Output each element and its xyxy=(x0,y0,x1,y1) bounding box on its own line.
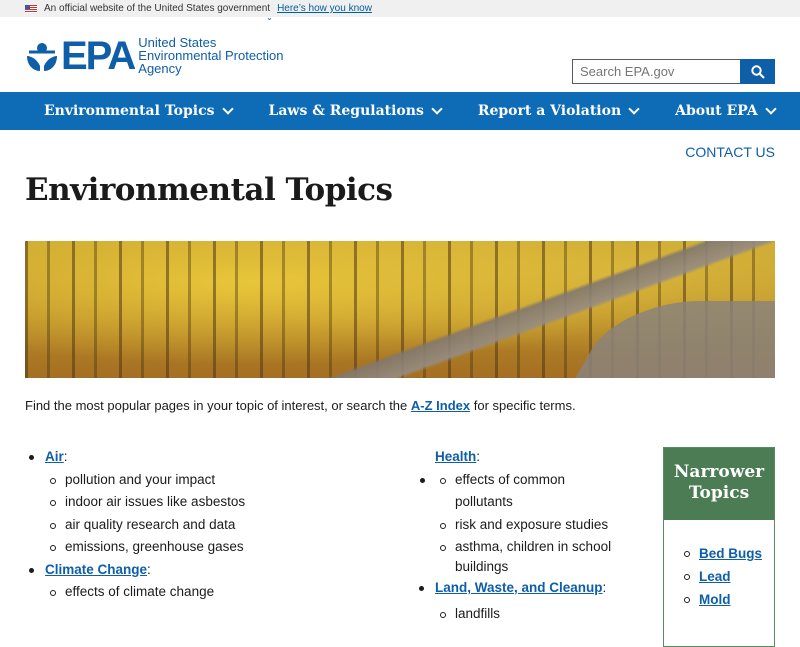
nav-report-violation[interactable] xyxy=(478,103,638,119)
how-you-know-link[interactable]: Here’s how you know xyxy=(277,3,372,14)
list-item: indoor air issues like asbestos xyxy=(45,491,385,514)
nav-label: About EPA xyxy=(675,103,758,119)
agency-line-1: United States xyxy=(138,35,217,50)
epa-wordmark: EPA xyxy=(61,33,135,78)
chevron-down-icon xyxy=(222,103,233,114)
epa-logo[interactable] xyxy=(25,33,284,78)
link-mold[interactable]: Mold xyxy=(699,592,731,607)
list-item: risk and exposure studies xyxy=(435,514,625,537)
list-item: landfills xyxy=(435,603,625,626)
contact-us-link[interactable]: CONTACT US xyxy=(685,144,775,160)
nav-laws-regulations[interactable] xyxy=(269,103,441,119)
topic-link-air[interactable]: Air xyxy=(45,449,64,464)
nav-environmental-topics[interactable] xyxy=(44,103,232,119)
list-item: emissions, greenhouse gases xyxy=(45,536,385,559)
main-nav xyxy=(0,92,800,130)
topic-climate-change: Climate Change: effects of climate change xyxy=(25,559,385,604)
search-button[interactable] xyxy=(740,59,775,84)
chevron-down-icon[interactable]: ⌄ xyxy=(266,13,273,22)
us-flag-icon xyxy=(25,5,37,13)
nav-label: Laws & Regulations xyxy=(268,103,424,119)
list-item: air quality research and data xyxy=(45,514,385,537)
chevron-down-icon xyxy=(628,103,639,114)
intro-text xyxy=(25,398,576,413)
hero-image-autumn-forest-road xyxy=(25,241,775,378)
link-bed-bugs[interactable]: Bed Bugs xyxy=(699,546,763,561)
chevron-down-icon xyxy=(431,103,442,114)
narrower-topics-box xyxy=(663,447,775,647)
narrower-topics-title: Narrower Topics xyxy=(664,448,774,520)
topic-air: Air: pollution and your impact indoor air issues like asbestos air quality research and data emissions, greenhouse gases xyxy=(25,446,385,559)
topics-left-column xyxy=(25,446,385,604)
site-header xyxy=(0,17,800,92)
topic-land-waste-cleanup: Land, Waste, and Cleanup: landfills xyxy=(415,577,625,625)
road-shape xyxy=(550,301,775,378)
agency-line-2: Environmental Protection xyxy=(138,48,284,63)
list-item: pollution and your impact xyxy=(45,469,385,492)
gov-banner-text: An official website of the United States government xyxy=(44,3,271,14)
nav-label: Report a Violation xyxy=(477,103,622,119)
list-item: effects of common pollutants xyxy=(435,469,625,514)
search-icon xyxy=(751,65,765,79)
topics-right-column xyxy=(415,446,625,625)
nav-label: Environmental Topics xyxy=(44,103,215,119)
chevron-down-icon xyxy=(765,103,776,114)
agency-name xyxy=(138,36,283,75)
epa-seal-icon xyxy=(25,39,59,73)
list-item: asthma, children in school buildings xyxy=(435,536,625,577)
nav-about-epa[interactable] xyxy=(675,103,775,119)
page-title: Environmental Topics xyxy=(25,172,393,208)
agency-line-3: Agency xyxy=(138,61,182,76)
link-lead[interactable]: Lead xyxy=(699,569,731,584)
intro-before: Find the most popular pages in your topic of interest, or search the xyxy=(25,398,411,413)
gov-banner xyxy=(0,0,800,22)
topic-health: Health: effects of common pollutants risk and exposure studies asthma, children in school buildings xyxy=(415,446,625,577)
list-item xyxy=(684,565,774,588)
list-item xyxy=(684,542,774,565)
topic-link-climate-change[interactable]: Climate Change xyxy=(45,561,148,577)
az-index-link[interactable]: A-Z Index xyxy=(410,398,471,413)
search-form xyxy=(572,59,775,84)
topic-link-land-waste-cleanup[interactable]: Land, Waste, and Cleanup xyxy=(435,580,603,595)
bullet xyxy=(420,478,425,483)
topic-link-health[interactable]: Health xyxy=(435,449,477,464)
search-input[interactable] xyxy=(572,59,740,84)
intro-after: for specific terms. xyxy=(470,398,576,413)
list-item: effects of climate change xyxy=(45,581,385,604)
